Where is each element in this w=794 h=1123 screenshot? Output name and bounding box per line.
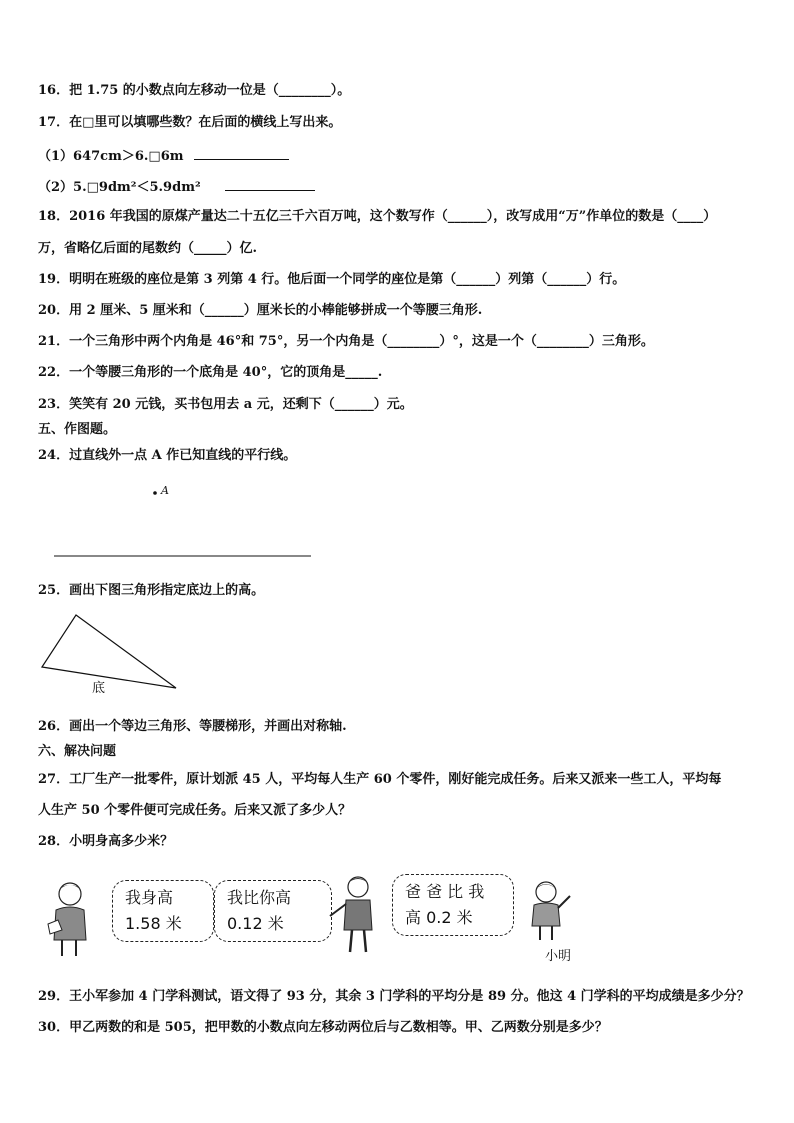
question-17-part-2 <box>38 177 315 197</box>
question-27-line-1: 27．工厂生产一批零件，原计划派 45 人，平均每人生产 60 个零件，刚好能完成任务。后来又派来一些工人，平均每 <box>38 772 722 787</box>
bubble-3-line-1: 爸 爸 比 我 <box>405 882 485 901</box>
question-18-line-1: 18．2016 年我国的原煤产量达二十五亿三千六百万吨，这个数写作（______），改写成用“万”作单位的数是（____） <box>38 209 717 224</box>
q17-1-text: （1）647cm＞6.□6m <box>38 149 184 164</box>
bubble-1-line-2: 1.58 米 <box>125 914 182 933</box>
question-30: 30．甲乙两数的和是 505，把甲数的小数点向左移动两位后与乙数相等。甲、乙两数分别是多少？ <box>38 1020 608 1035</box>
question-18-line-2: 万，省略亿后面的尾数约（_____）亿. <box>38 241 258 256</box>
bubble-2-line-1: 我比你高 <box>227 888 292 907</box>
answer-line <box>194 146 289 160</box>
q25-triangle <box>38 610 188 695</box>
answer-line <box>225 177 315 191</box>
base-label: 底 <box>92 681 106 696</box>
triangle <box>42 615 176 688</box>
question-17: 17．在□里可以填哪些数？在后面的横线上写出来。 <box>38 115 342 130</box>
person-xiaoming <box>520 880 576 942</box>
question-27-line-2: 人生产 50 个零件便可完成任务。后来又派了多少人？ <box>38 803 352 818</box>
question-26: 26．画出一个等边三角形、等腰梯形，并画出对称轴. <box>38 719 347 734</box>
person-1 <box>44 880 96 958</box>
bubble-1-line-1: 我身高 <box>125 888 174 907</box>
question-22: 22．一个等腰三角形的一个底角是 40°，它的顶角是_____. <box>38 365 383 380</box>
bubble-3-line-2: 高 0.2 米 <box>405 908 473 927</box>
question-28: 28．小明身高多少米？ <box>38 834 174 849</box>
xiaoming-caption: 小明 <box>545 949 572 964</box>
question-19: 19．明明在班级的座位是第 3 列第 4 行。他后面一个同学的座位是第（______）列第（______）行。 <box>38 272 626 287</box>
question-25: 25．画出下图三角形指定底边上的高。 <box>38 583 265 598</box>
q17-2-text: （2）5.□9dm²＜5.9dm² <box>38 180 201 195</box>
question-24: 24．过直线外一点 A 作已知直线的平行线。 <box>38 448 297 463</box>
speech-bubble-1 <box>112 880 214 942</box>
person-father <box>326 874 382 954</box>
speech-bubble-2 <box>214 880 332 942</box>
point-a <box>153 491 157 495</box>
bubble-2-line-2: 0.12 米 <box>227 914 284 933</box>
point-a-label: A <box>161 484 169 497</box>
speech-bubble-3 <box>392 874 514 936</box>
section-5-heading: 五、作图题。 <box>38 422 117 437</box>
section-6-heading: 六、解决问题 <box>38 744 117 759</box>
question-23: 23．笑笑有 20 元钱，买书包用去 a 元，还剩下（______）元。 <box>38 397 413 412</box>
question-16: 16．把 1.75 的小数点向左移动一位是（________）。 <box>38 83 351 98</box>
question-21: 21．一个三角形中两个内角是 46°和 75°，另一个内角是（________）°，这是一个（________）三角形。 <box>38 334 654 349</box>
question-20: 20．用 2 厘米、5 厘米和（______）厘米长的小棒能够拼成一个等腰三角形. <box>38 303 483 318</box>
q24-figure <box>40 480 330 570</box>
question-17-part-1 <box>38 146 289 166</box>
question-29: 29．王小军参加 4 门学科测试，语文得了 93 分，其余 3 门学科的平均分是 89 分。他这 4 门学科的平均成绩是多少分？ <box>38 989 750 1004</box>
